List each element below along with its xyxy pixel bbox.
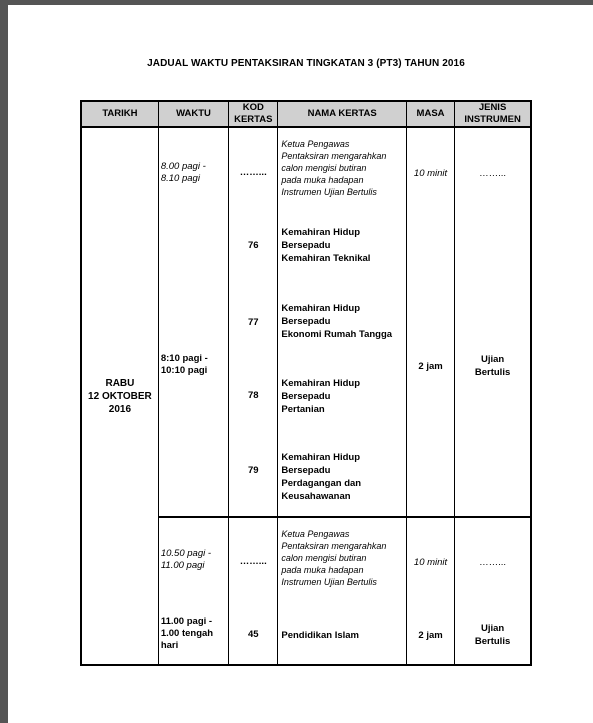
session1-nama-line4: pada muka hadapan [281, 175, 364, 185]
jenis-cell-block1 [455, 127, 531, 517]
table-row [81, 127, 531, 517]
table-header-row [81, 101, 531, 127]
paper-77-kod: 77 [247, 317, 259, 328]
paper-77-nama [281, 302, 409, 341]
session2-masa: 2 jam [418, 361, 443, 372]
waktu-cell-block2 [158, 517, 228, 665]
exam-schedule-table-wrapper [80, 100, 532, 666]
session2-waktu-line1: 8:10 pagi - [160, 353, 208, 364]
paper-78-nama-line1: Kemahiran Hidup [281, 378, 361, 389]
kod-cell-block2 [229, 517, 278, 665]
paper-79-nama-line3: Perdagangan dan [281, 478, 362, 489]
paper-79-nama-line1: Kemahiran Hidup [281, 452, 361, 463]
header-jenis-instrumen [455, 101, 531, 127]
kod-cell-block1 [229, 127, 278, 517]
header-masa: MASA [406, 101, 454, 127]
header-waktu: WAKTU [158, 101, 228, 127]
waktu-stack-block1 [159, 128, 228, 516]
nama-stack-block2 [278, 518, 406, 664]
paper-77-nama-line2: Bersepadu [281, 316, 331, 327]
masa-stack-block2 [407, 518, 454, 664]
session1-masa: 10 minit [413, 168, 448, 179]
paper-79-kod: 79 [247, 465, 259, 476]
paper-78-kod: 78 [247, 390, 259, 401]
masa-cell-block2 [406, 517, 454, 665]
session3-nama-line4: pada muka hadapan [281, 565, 364, 575]
session1-waktu-line2: 8.10 pagi [160, 173, 200, 184]
nama-cell-block2 [278, 517, 407, 665]
session3-jenis: ……... [479, 557, 507, 568]
header-nama-kertas: NAMA KERTAS [278, 101, 407, 127]
waktu-stack-block2 [159, 518, 228, 664]
session1-kod: ……... [239, 167, 267, 178]
document-title: JADUAL WAKTU PENTAKSIRAN TINGKATAN 3 (PT3) TAHUN 2016 [147, 58, 465, 69]
header-tarikh: TARIKH [81, 101, 158, 127]
session3-waktu-line2: 11.00 pagi [160, 560, 205, 571]
session2-jenis [455, 353, 530, 379]
session4-jenis-line1: Ujian [480, 623, 505, 634]
session1-waktu-line1: 8.00 pagi - [160, 161, 206, 172]
session3-nama [281, 528, 405, 588]
session3-kod: ……... [239, 556, 267, 567]
session2-waktu-line2: 10:10 pagi [160, 365, 208, 376]
session3-waktu [161, 548, 235, 572]
session3-masa: 10 minit [413, 557, 448, 568]
kod-stack-block2 [229, 518, 277, 664]
waktu-cell-block1 [158, 127, 228, 517]
kod-stack-block1 [229, 128, 277, 516]
paper-76-nama-line1: Kemahiran Hidup [281, 227, 361, 238]
header-jenis-line1: JENIS [478, 102, 507, 113]
header-kod-line2: KERTAS [234, 114, 273, 125]
window-left-border [0, 0, 8, 723]
paper-76-kod: 76 [247, 240, 259, 251]
jenis-stack-block2 [455, 518, 530, 664]
session1-waktu [161, 161, 235, 185]
session3-nama-line3: calon mengisi butiran [281, 553, 367, 563]
session1-nama-line1: Ketua Pengawas [281, 139, 350, 149]
session4-kod: 45 [247, 629, 259, 640]
session4-waktu-line3: hari [160, 640, 179, 651]
paper-76-nama-line2: Bersepadu [281, 240, 331, 251]
jenis-cell-block2 [455, 517, 531, 665]
session4-waktu [161, 616, 235, 652]
session3-nama-line1: Ketua Pengawas [281, 529, 350, 539]
header-kod-kertas [229, 101, 278, 127]
session1-nama-line5: Instrumen Ujian Bertulis [281, 187, 377, 197]
session1-nama-line3: calon mengisi butiran [281, 163, 367, 173]
paper-79-nama-line4: Keusahawanan [281, 491, 351, 502]
paper-79-nama [281, 451, 405, 503]
session4-masa: 2 jam [418, 630, 443, 641]
tarikh-year: 2016 [108, 403, 132, 415]
header-jenis-line2: INSTRUMEN [464, 114, 521, 125]
paper-79-nama-line2: Bersepadu [281, 465, 331, 476]
paper-77-nama-line1: Kemahiran Hidup [281, 303, 361, 314]
session1-jenis: ……... [479, 168, 507, 179]
paper-78-nama [281, 377, 405, 416]
session4-jenis [455, 622, 530, 648]
session3-nama-line2: Pentaksiran mengarahkan [281, 541, 387, 551]
paper-78-nama-line3: Pertanian [281, 404, 325, 415]
exam-schedule-table [80, 100, 532, 666]
window-top-border [0, 0, 593, 5]
masa-cell-block1 [406, 127, 454, 517]
tarikh-cell [81, 127, 158, 665]
tarikh-date: 12 OKTOBER [88, 390, 152, 402]
paper-76-nama-line3: Kemahiran Teknikal [281, 253, 371, 264]
paper-77-nama-line3: Ekonomi Rumah Tangga [281, 329, 393, 340]
session4-waktu-line1: 11.00 pagi - [160, 616, 213, 627]
masa-stack-block1 [407, 128, 454, 516]
session2-jenis-line2: Bertulis [474, 367, 511, 378]
session1-nama-line2: Pentaksiran mengarahkan [281, 151, 387, 161]
session2-waktu [161, 353, 235, 377]
nama-cell-block1 [278, 127, 407, 517]
session4-jenis-line2: Bertulis [474, 636, 511, 647]
paper-78-nama-line2: Bersepadu [281, 391, 331, 402]
header-kod-line1: KOD [242, 102, 264, 113]
tarikh-day: RABU [105, 377, 135, 389]
nama-stack-block1 [278, 128, 406, 516]
session2-jenis-line1: Ujian [480, 354, 505, 365]
session3-waktu-line1: 10.50 pagi - [160, 548, 212, 559]
session4-waktu-line2: 1.00 tengah [160, 628, 214, 639]
session1-nama [281, 138, 405, 198]
jenis-stack-block1 [455, 128, 530, 516]
session4-nama: Pendidikan Islam [281, 630, 359, 641]
session3-nama-line5: Instrumen Ujian Bertulis [281, 577, 377, 587]
paper-76-nama [281, 226, 405, 265]
